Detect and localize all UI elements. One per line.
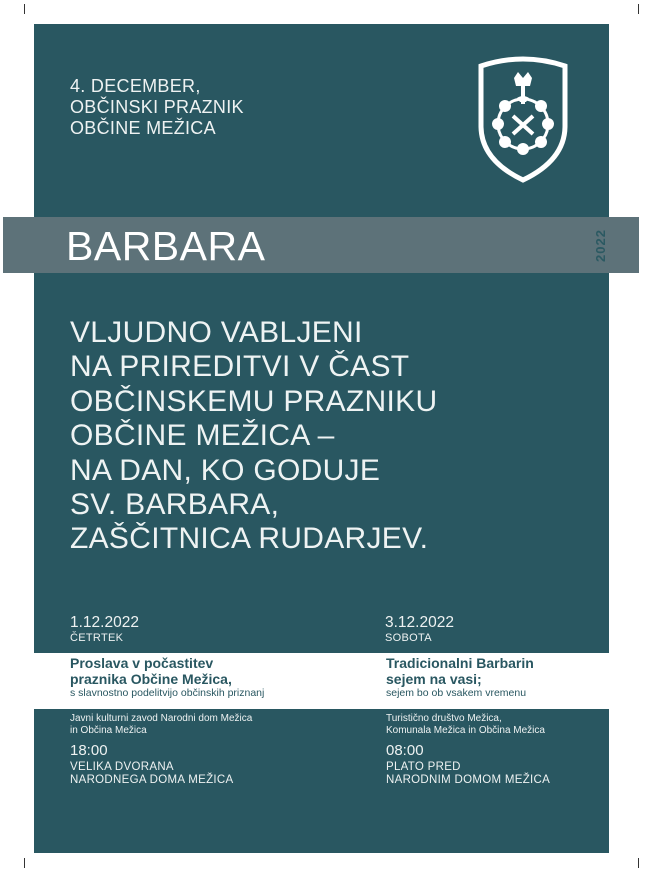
invitation-text — [70, 316, 437, 557]
invitation-line: NA DAN, KO GODUJE — [70, 453, 381, 487]
event-2-day: SOBOTA — [385, 632, 432, 644]
invitation-line: OBČINSKEMU PRAZNIKU — [70, 384, 438, 418]
header-line: OBČINSKI PRAZNIK — [70, 97, 244, 117]
event-1-time: 18:00 — [70, 742, 108, 759]
event-1-venue-line: VELIKA DVORANA — [70, 761, 174, 773]
event-2-subtitle: sejem bo ob vsakem vremenu — [386, 687, 527, 699]
event-1-organizer-line: Javni kulturni zavod Narodni dom Mežica — [70, 713, 253, 724]
event-2-organizer-line: Turistično društvo Mežica, — [386, 713, 502, 724]
event-1-day: ČETRTEK — [70, 632, 124, 644]
event-1-title-line: praznika Občine Mežica, — [70, 670, 232, 687]
event-2-date: 3.12.2022 — [385, 614, 454, 631]
invitation-line: NA PRIREDITVI V ČAST — [70, 350, 410, 384]
event-2-venue-line: PLATO PRED — [386, 761, 461, 773]
event-2-organizer-line: Komunala Mežica in Občina Mežica — [386, 724, 545, 736]
event-2-venue — [386, 761, 645, 787]
invitation-line: SV. BARBARA, — [70, 488, 280, 522]
event-1-venue-line: NARODNEGA DOMA MEŽICA — [70, 774, 234, 786]
invitation-line: VLJUDNO VABLJENI — [70, 316, 363, 349]
event-1-date: 1.12.2022 — [70, 614, 139, 631]
event-1-venue — [70, 761, 330, 787]
event-2-title-block — [386, 656, 645, 699]
crop-mark-bottom-right — [628, 858, 639, 868]
crop-mark-top-right — [628, 4, 639, 14]
year-text: 2022 — [592, 229, 608, 262]
event-1-organizer-line: in Občina Mežica — [70, 724, 147, 736]
holiday-header — [70, 76, 244, 139]
event-title: BARBARA — [66, 223, 266, 269]
header-line: OBČINE MEŽICA — [70, 118, 216, 138]
event-1-organizer — [70, 713, 330, 736]
year-label — [586, 226, 620, 266]
event-1-title-block — [70, 656, 360, 699]
event-2-title-line: sejem na vasi; — [386, 670, 482, 687]
event-2-organizer — [386, 713, 645, 736]
event-2-time: 08:00 — [386, 742, 424, 759]
event-2-title-line: Tradicionalni Barbarin — [386, 655, 534, 671]
event-2-date-block — [385, 614, 635, 645]
invitation-line: OBČINE MEŽICA – — [70, 419, 335, 453]
crop-mark-bottom-left — [24, 858, 35, 868]
event-2-venue-line: NARODNIM DOMOM MEŽICA — [386, 774, 551, 786]
mezica-coat-of-arms-icon — [473, 56, 573, 184]
event-1-title-line: Proslava v počastitev — [70, 655, 214, 671]
invitation-line: ZAŠČITNICA RUDARJEV. — [70, 522, 429, 556]
header-line: 4. DECEMBER, — [70, 76, 201, 96]
event-1-subtitle: s slavnostno podelitvijo občinskih priznanj — [70, 687, 265, 699]
event-1-date-block — [70, 614, 320, 645]
crop-mark-top-left — [24, 4, 35, 14]
